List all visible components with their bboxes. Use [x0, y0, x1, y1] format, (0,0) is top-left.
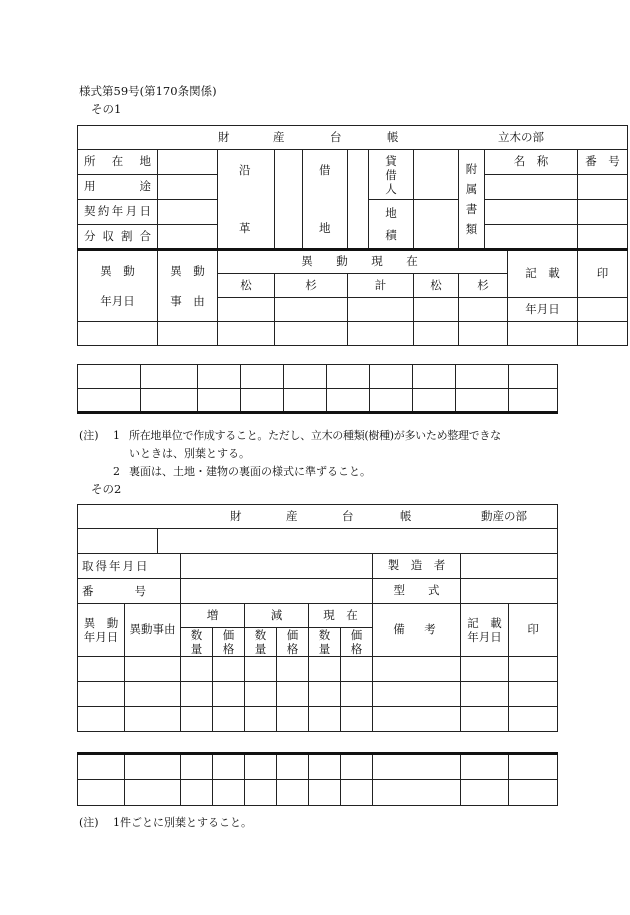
row-label-bunshu: 分収割合 — [78, 225, 158, 250]
form2-title-cell — [78, 505, 558, 529]
form1-table — [77, 125, 628, 346]
notes1-label: (注) — [79, 429, 99, 442]
meisho-header: 名 称 — [485, 150, 578, 175]
form2-name-input[interactable] — [78, 529, 558, 554]
idou-genzai-header: 異 動 現 在 — [218, 250, 508, 274]
gen-price: 価 格 — [277, 628, 309, 657]
notes1-n1-num: 1 — [113, 429, 120, 442]
form1-title-4: 帳 — [387, 130, 399, 144]
form2-data-row — [78, 682, 558, 707]
chiseki-input[interactable] — [414, 200, 459, 250]
group-zou: 増 — [181, 604, 245, 628]
form1-data-row — [78, 322, 628, 346]
gen-qty: 数 量 — [245, 628, 277, 657]
notes1-n2-text: 裏面は、土地・建物の裏面の様式に準ずること。 — [129, 465, 371, 478]
form2-cont-row — [78, 780, 558, 806]
genzai-qty: 数 量 — [309, 628, 341, 657]
form2-data-row — [78, 707, 558, 732]
col-kei-1: 計 — [348, 274, 414, 298]
genzai-price: 価 格 — [341, 628, 373, 657]
notes2-text: 1件ごとに別葉とすること。 — [113, 816, 252, 829]
col-sugi-1: 杉 — [275, 274, 348, 298]
shutoku-label: 取得年月日 — [78, 554, 181, 579]
enkaku-input[interactable] — [275, 150, 303, 250]
form1-continuation — [77, 364, 558, 414]
katashiki-label: 型 式 — [373, 579, 461, 604]
nengappi-header: 年月日 — [508, 298, 578, 322]
group-genzai: 現 在 — [309, 604, 373, 628]
notes1-n1-line1: 所在地単位で作成すること。ただし、立木の種類(樹種)が多いため整理できな — [129, 429, 501, 442]
bango-label: 番 号 — [78, 579, 181, 604]
zou-price: 価 格 — [213, 628, 245, 657]
notes1-n1-line2: いときは、別葉とする。 — [129, 447, 250, 460]
form2-title-2: 産 — [286, 509, 298, 523]
form2-continuation — [77, 752, 558, 806]
row-label-youto: 用途 — [78, 175, 158, 200]
form1-title-1: 財 — [218, 130, 230, 144]
col-matsu-1: 松 — [218, 274, 275, 298]
shakuchi-label: 借 地 — [303, 150, 348, 250]
form2-title-3: 台 — [342, 509, 354, 523]
input-keiyaku[interactable] — [158, 200, 218, 225]
kashi-label: 貸 借 人 — [369, 150, 414, 200]
meisho-input-3[interactable] — [485, 225, 578, 250]
enkaku-label: 沿 革 — [218, 150, 275, 250]
group-gen: 減 — [245, 604, 309, 628]
meisho-input-1[interactable] — [485, 175, 578, 200]
idou-date-header: 異 動 年月日 — [78, 250, 158, 322]
form1-title-2: 産 — [273, 130, 285, 144]
form1-cont-row — [78, 389, 558, 413]
row-label-shozaichi: 所在地 — [78, 150, 158, 175]
kisai-header: 記 載 — [508, 250, 578, 298]
bango-input-2[interactable] — [578, 200, 628, 225]
bango-input-3[interactable] — [578, 225, 628, 250]
form2-table — [77, 504, 558, 732]
chiseki-label: 地 積 — [369, 200, 414, 250]
seizou-input[interactable] — [461, 554, 558, 579]
col-matsu-2: 松 — [414, 274, 459, 298]
form1-title-cell — [78, 126, 628, 150]
row-label-keiyaku: 契約年月日 — [78, 200, 158, 225]
form1-subtitle: 立木の部 — [498, 130, 544, 144]
notes1-n2-num: 2 — [113, 465, 120, 478]
bango-header: 番 号 — [578, 150, 628, 175]
bango-input-1[interactable] — [578, 175, 628, 200]
seizou-label: 製 造 者 — [373, 554, 461, 579]
bikou-header: 備 考 — [373, 604, 461, 657]
shakuchi-input[interactable] — [348, 150, 369, 250]
input-youto[interactable] — [158, 175, 218, 200]
shutoku-input[interactable] — [181, 554, 373, 579]
form-title: 様式第59号(第170条関係) — [79, 84, 217, 98]
katashiki-input[interactable] — [461, 579, 558, 604]
input-shozaichi[interactable] — [158, 150, 218, 175]
form2-cont-row — [78, 754, 558, 780]
part2-label: その2 — [91, 482, 122, 496]
col-sugi-2: 杉 — [459, 274, 508, 298]
fuzoku-label: 附 属 書 類 — [459, 150, 485, 250]
bango-input[interactable] — [181, 579, 373, 604]
kashi-input[interactable] — [414, 150, 459, 200]
kisai2-header: 記 載 年月日 — [461, 604, 509, 657]
notes2-label: (注) — [79, 816, 99, 829]
zou-qty: 数 量 — [181, 628, 213, 657]
form2-data-row — [78, 657, 558, 682]
part1-label: その1 — [91, 102, 122, 116]
idou-reason-header: 異 動 事 由 — [158, 250, 218, 322]
form2-title-4: 帳 — [400, 509, 412, 523]
form1-title-3: 台 — [330, 130, 342, 144]
form1-cont-row — [78, 365, 558, 389]
meisho-input-2[interactable] — [485, 200, 578, 225]
form2-title-1: 財 — [230, 509, 242, 523]
in2-header: 印 — [509, 604, 558, 657]
idou2-date-header: 異 動 年月日 — [78, 604, 125, 657]
form2-subtitle: 動産の部 — [481, 509, 527, 523]
idou2-reason-header: 異動事由 — [125, 604, 181, 657]
in-header: 印 — [578, 250, 628, 298]
input-bunshu[interactable] — [158, 225, 218, 250]
